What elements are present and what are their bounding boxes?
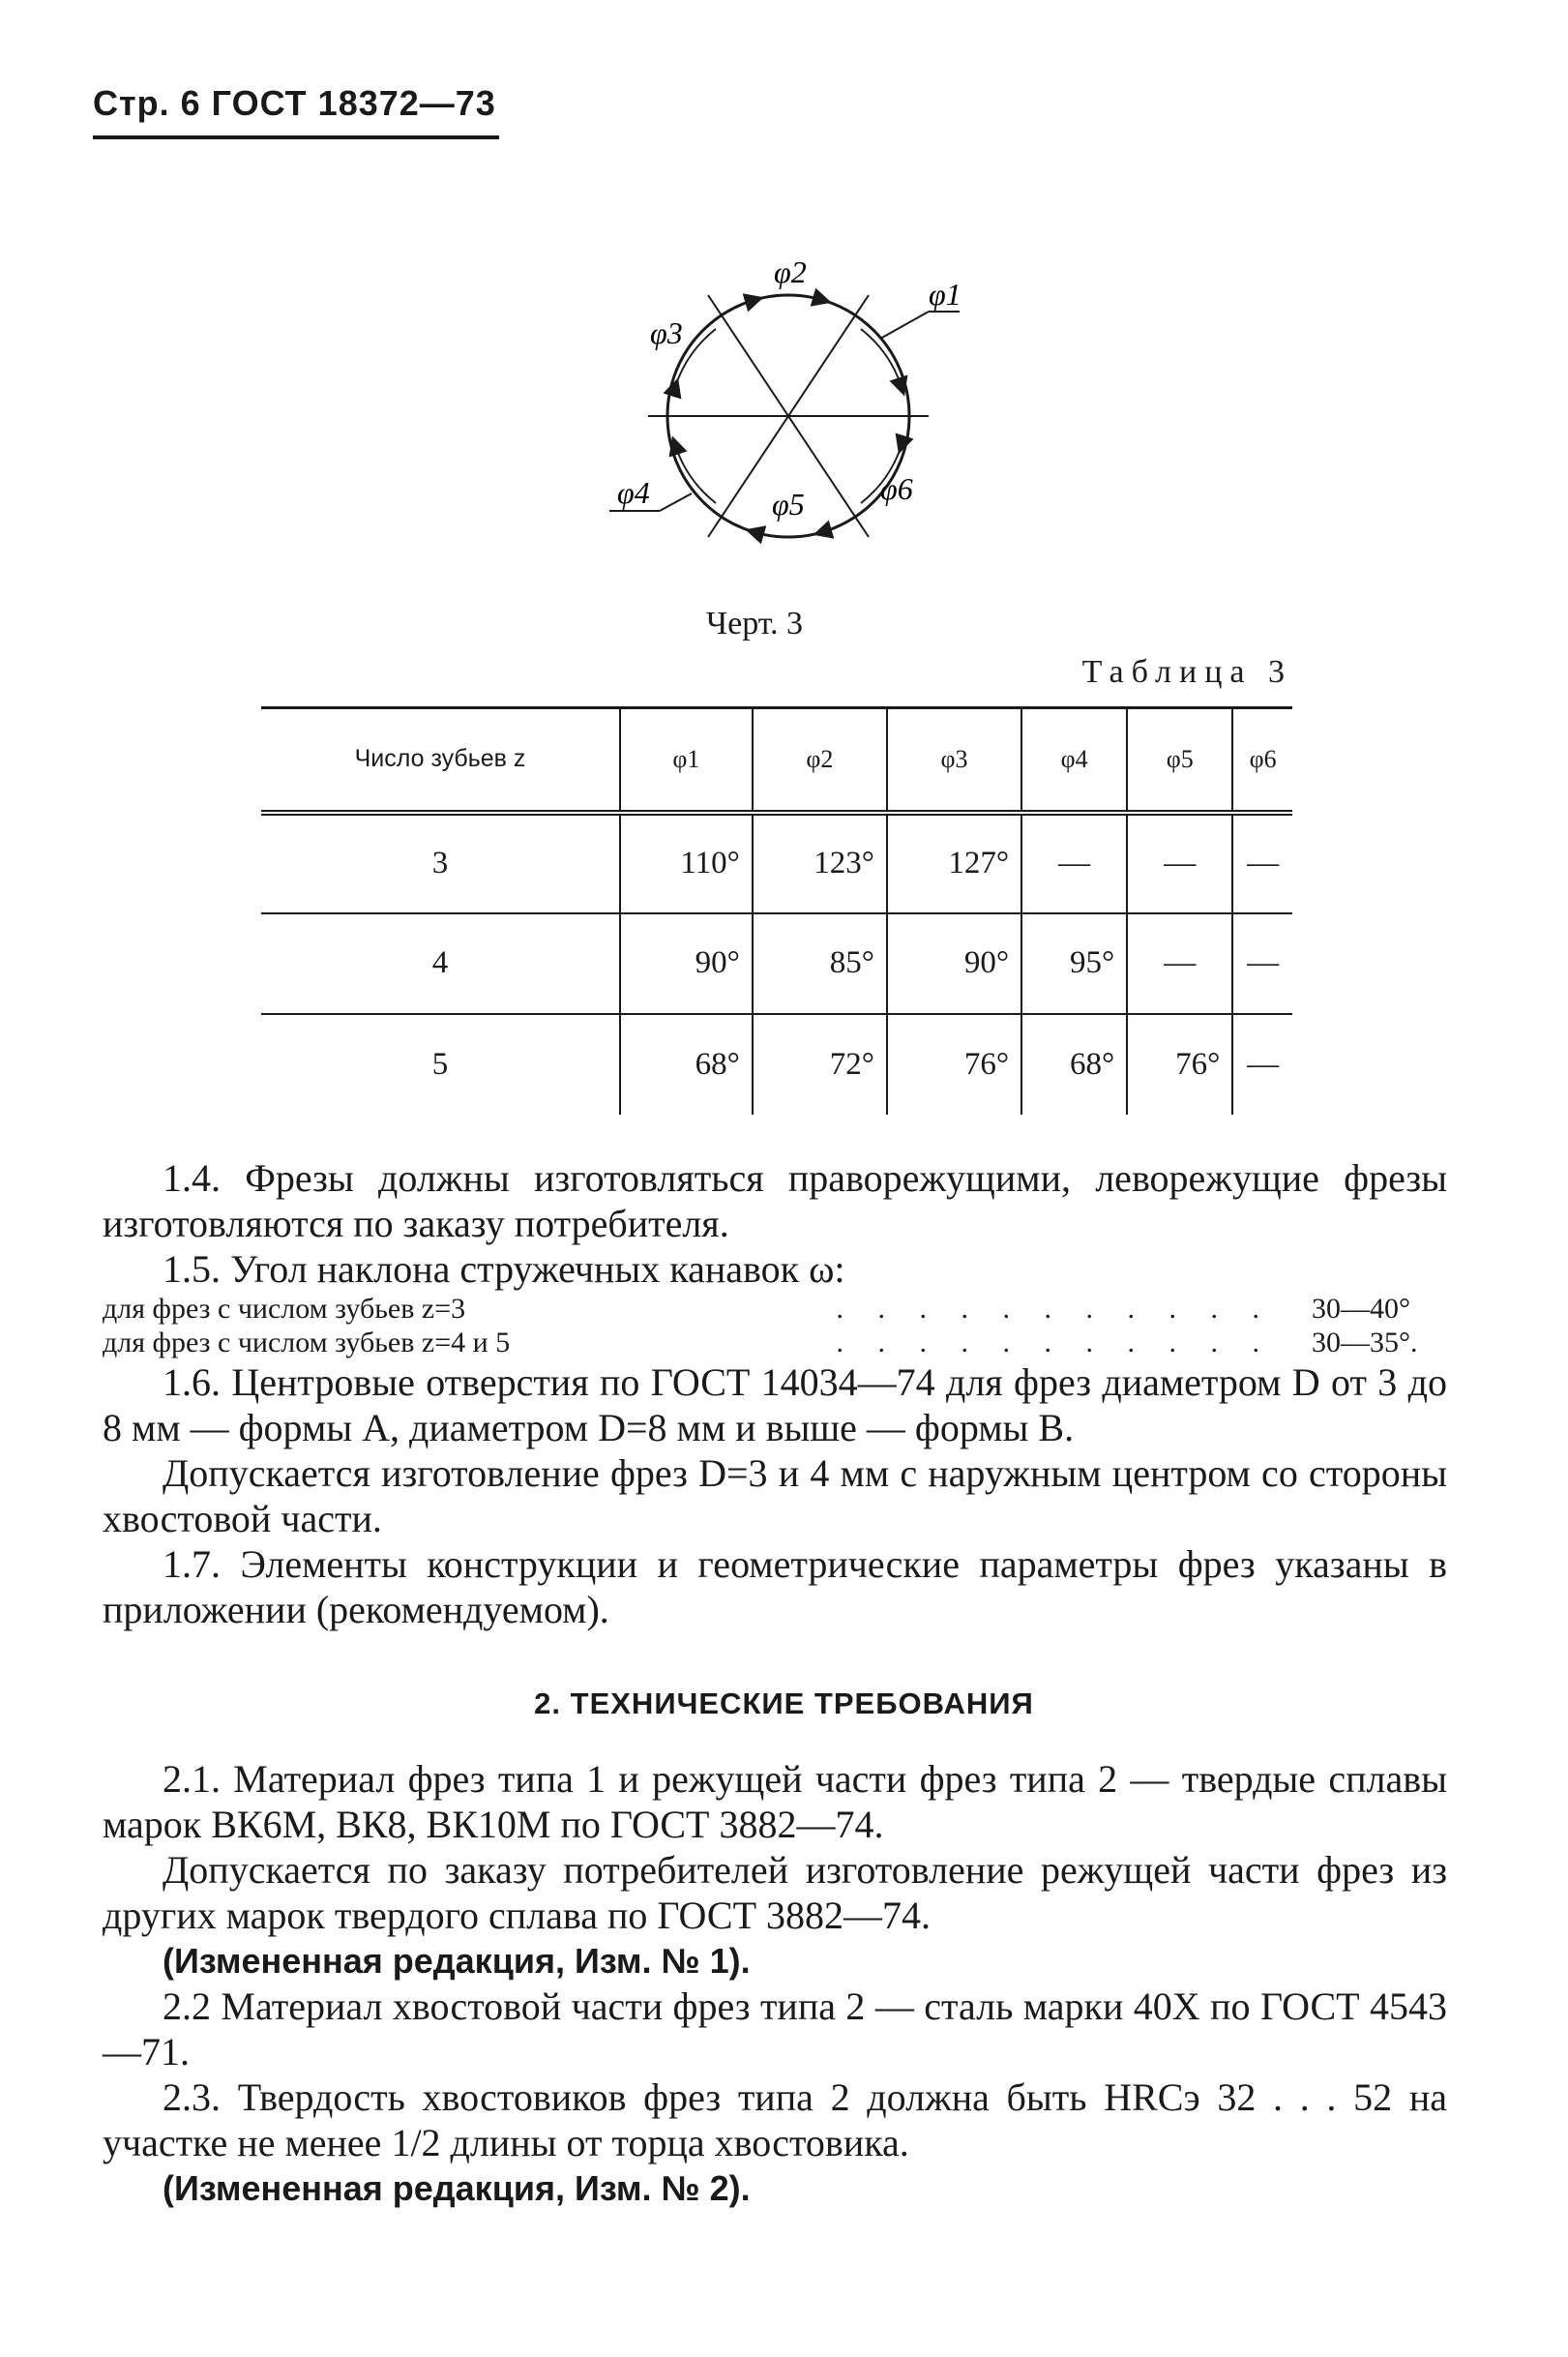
- header-phi6: φ6: [1232, 708, 1292, 813]
- label-phi3: φ3: [650, 315, 683, 350]
- cell-phi6: —: [1232, 913, 1292, 1014]
- leader-dots: . . . . . . . . . . .: [836, 1327, 1273, 1358]
- list-item-value: 30—40°: [1312, 1293, 1410, 1325]
- cell-teeth: 5: [261, 1014, 620, 1115]
- cell-phi3: 127°: [887, 813, 1021, 913]
- page-header: Стр. 6 ГОСТ 18372—73: [93, 83, 496, 123]
- label-phi6: φ6: [880, 471, 913, 506]
- header-phi1: φ1: [620, 708, 753, 813]
- list-item-label: для фрез с числом зубьев z=3: [103, 1293, 466, 1325]
- cell-phi2: 72°: [753, 1014, 887, 1115]
- cell-phi1: 90°: [620, 913, 753, 1014]
- table-caption: Таблица 3: [1081, 654, 1292, 690]
- paragraph-1-5: 1.5. Угол наклона стружечных канавок ω:: [163, 1247, 845, 1291]
- cell-phi4: —: [1021, 813, 1127, 913]
- table-row: [261, 813, 1292, 913]
- paragraph-2-2: 2.2 Материал хвостовой части фрез типа 2 — сталь марки 40Х по ГОСТ 4543—71.: [103, 1984, 1447, 2074]
- table-row: [261, 1014, 1292, 1115]
- cell-teeth: 4: [261, 913, 620, 1014]
- cell-phi3: 76°: [887, 1014, 1021, 1115]
- arc-phi2: [754, 295, 822, 300]
- section-2-heading: 2. ТЕХНИЧЕСКИЕ ТРЕБОВАНИЯ: [534, 1686, 1034, 1720]
- header-rule: [93, 135, 499, 139]
- label-phi1: φ1: [929, 277, 962, 312]
- header-phi3: φ3: [887, 708, 1021, 813]
- cell-phi6: —: [1232, 1014, 1292, 1115]
- cell-phi1: 68°: [620, 1014, 753, 1115]
- paragraph-2-3: 2.3. Твердость хвостовиков фрез типа 2 должна быть HRCэ 32 . . . 52 на участке не менее 1/2 длины от торца хвостовика.: [103, 2075, 1447, 2164]
- cell-phi3: 90°: [887, 913, 1021, 1014]
- header-teeth: Число зубьев z: [261, 708, 620, 813]
- angle-diagram: [600, 261, 967, 561]
- cell-phi2: 85°: [753, 913, 887, 1014]
- cell-phi6: —: [1232, 813, 1292, 913]
- arc-phi5: [754, 532, 822, 537]
- cell-phi1: 110°: [620, 813, 753, 913]
- cell-phi4: 95°: [1021, 913, 1127, 1014]
- list-item-value: 30—35°.: [1312, 1327, 1418, 1358]
- amendment-note-1: (Измененная редакция, Изм. № 1).: [163, 1941, 751, 1981]
- leader-phi4: [660, 493, 692, 511]
- table-row: [261, 913, 1292, 1014]
- paragraph-2-1b: Допускается по заказу потребителей изготовление режущей части фрез из других марок твердого сплава по ГОСТ 3882—74.: [103, 1848, 1447, 1937]
- cell-teeth: 3: [431, 846, 449, 880]
- list-item: [103, 1326, 1447, 1359]
- header-phi5: φ5: [1127, 708, 1232, 813]
- paragraph-1-7: 1.7. Элементы конструкции и геометрические параметры фрез указаны в приложении (рекомендуемом).: [103, 1542, 1447, 1631]
- cell-phi5: 76°: [1127, 1014, 1232, 1115]
- cell-phi2: 123°: [753, 813, 887, 913]
- paragraph-1-4: 1.4. Фрезы должны изготовляться праворежущими, леворежущие фрезы изготовляются по заказу потребителя.: [103, 1156, 1447, 1245]
- leader-dots: . . . . . . . . . . .: [836, 1293, 1273, 1325]
- section-1-text: [103, 1155, 1447, 1632]
- label-phi2: φ2: [774, 261, 807, 289]
- list-item-label: для фрез с числом зубьев z=4 и 5: [103, 1327, 511, 1358]
- angles-table: [261, 706, 1292, 1115]
- paragraph-2-1: 2.1. Материал фрез типа 1 и режущей части фрез типа 2 — твердые сплавы марок ВК6М, ВК8, ВК10М по ГОСТ 3882—74.: [103, 1757, 1447, 1846]
- table-header-row: [261, 708, 1292, 813]
- cell-phi5: —: [1127, 913, 1232, 1014]
- cell-phi4: 68°: [1021, 1014, 1127, 1115]
- header-phi2: φ2: [753, 708, 887, 813]
- figure-caption: Черт. 3: [706, 606, 804, 641]
- header-phi4: φ4: [1021, 708, 1127, 813]
- label-phi4: φ4: [617, 475, 650, 510]
- paragraph-1-6b: Допускается изготовление фрез D=3 и 4 мм с наружным центром со стороны хвостовой части.: [103, 1451, 1447, 1540]
- cell-phi5: —: [1127, 813, 1232, 913]
- leader-phi1: [880, 312, 929, 339]
- label-phi5: φ5: [772, 487, 805, 522]
- section-2-text: [103, 1756, 1447, 2211]
- paragraph-1-6: 1.6. Центровые отверстия по ГОСТ 14034—74 для фрез диаметром D от 3 до 8 мм — формы А, диаметром D=8 мм и выше — формы В.: [103, 1360, 1447, 1449]
- list-item: [103, 1292, 1447, 1326]
- amendment-note-2: (Измененная редакция, Изм. № 2).: [163, 2168, 751, 2208]
